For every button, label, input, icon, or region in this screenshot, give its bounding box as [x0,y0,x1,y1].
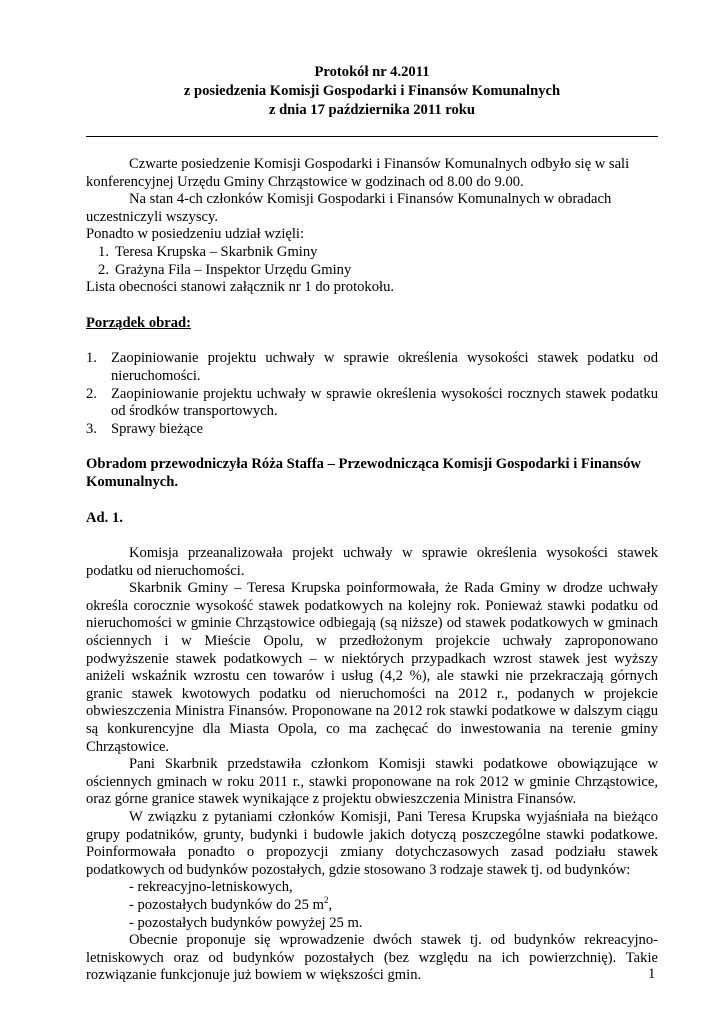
list-number: 3. [86,420,97,437]
paragraph: Obecnie proponuje się wprowadzenie dwóch stawek tj. od budynków rekreacyjno-letniskowych oraz od budynków pozostałych (bez względu na ich powierzchnię). Takie rozwiązanie funkcjonuje już bowiem w większości gmin. [86,932,658,984]
agenda-list [86,350,658,438]
list-item [86,350,658,385]
dash-item [86,897,658,915]
list-text: Zaopiniowanie projektu uchwały w sprawie określenia wysokości stawek podatku od nieruchomości. [111,350,658,384]
list-text: Teresa Krupska – Skarbnik Gminy [115,243,318,260]
list-item [86,421,658,439]
list-number: 2. [86,385,97,402]
list-item [91,244,658,262]
dash-item: - pozostałych budynków powyżej 25 m. [129,914,363,931]
document-header [86,64,658,121]
participants-intro: Ponadto w posiedzeniu udział wzięli: [86,226,305,243]
chair-statement: Obradom przewodniczyła Róża Staffa – Przewodnicząca Komisji Gospodarki i Finansów Komunalnych. [86,456,641,490]
header-divider [86,136,658,137]
agenda-heading: Porządek obrad: [86,314,191,331]
protocol-subtitle: z posiedzenia Komisji Gospodarki i Finansów Komunalnych [183,83,561,99]
superscript: 2 [323,895,329,906]
paragraph: W związku z pytaniami członków Komisji, Pani Teresa Krupska wyjaśniała na bieżąco grupy podatników, grunty, budynki i budowle jakich dotyczą poszczególne stawki podatkowe. Poinformowała ponadto o propozycji zmiany dotychczasowych zasad podziału stawek podatkowych od budynków pozostałych, gdzie stosowano 3 rodzaje stawek tj. od budynków: [86,809,658,878]
section-heading: Ad. 1. [86,509,123,526]
list-item [86,386,658,421]
attendance-paragraph: Na stan 4-ch członków Komisji Gospodarki i Finansów Komunalnych w obradach uczestniczyli wszyscy. [86,191,612,225]
list-number: 1. [98,243,109,260]
protocol-date: z dnia 17 października 2011 roku [268,102,476,118]
dash-punct: , [328,896,333,913]
paragraph: Pani Skarbnik przedstawiła członkom Komisji stawki podatkowe obowiązujące w ościennych gminach w roku 2011 r., stawki proponowane na rok 2012 w gminie Chrząstowice, oraz górne granice stawek wynikające z projektu obwieszczenia Ministra Finansów. [86,756,658,808]
list-number: 1. [86,350,97,367]
paragraph: Komisja przeanalizowała projekt uchwały w sprawie określenia wysokości stawek podatku od nieruchomości. [86,545,658,579]
list-text: Sprawy bieżące [111,420,203,437]
protocol-title: Protokół nr 4.2011 [314,64,430,80]
participants-list [86,244,658,279]
paragraph: Skarbnik Gminy – Teresa Krupska poinformowała, że Rada Gminy w drodze uchwały określa corocznie wysokość stawek podatkowych na kolejny rok. Ponieważ stawki podatku od nieruchomości w gminie Chrząstowice odbiegają (są niższe) od stawek podatkowych w gminach ościennych i w Mieście Opolu, w przedłożonym projekcie uchwały zaproponowano podwyższenie stawek podatkowych – w niektórych przypadkach wzrost stawek jest wyższy aniżeli wskaźnik wzrostu cen towarów i usług (4,2 %), ale stawki nie przekraczają górnych granic stawek kwotowych podatku od nieruchomości na 2012 r., podanych w projekcie obwieszczenia Ministra Finansów. Proponowane na 2012 rok stawki podatkowe w dalszym ciągu są konkurencyjne dla Miasta Opola, co ma zachęcać do inwestowania na terenie gminy Chrząstowice. [86,580,658,755]
dash-text: - pozostałych budynków do 25 m [129,896,324,913]
page-number: 1 [648,966,656,982]
list-item [91,262,658,280]
intro-paragraph: Czwarte posiedzenie Komisji Gospodarki i Finansów Komunalnych odbyło się w sali konferencyjnej Urzędu Gminy Chrząstowice w godzinach od 8.00 do 9.00. [86,156,630,190]
list-text: Grażyna Fila – Inspektor Urzędu Gminy [115,261,352,278]
list-number: 2. [98,261,109,278]
list-text: Zaopiniowanie projektu uchwały w sprawie określenia wysokości rocznych stawek podatku od środków transportowych. [111,385,658,420]
attendance-list-note: Lista obecności stanowi załącznik nr 1 do protokołu. [86,279,395,296]
document-body [86,156,658,985]
dash-item: - rekreacyjno-letniskowych, [129,879,293,896]
